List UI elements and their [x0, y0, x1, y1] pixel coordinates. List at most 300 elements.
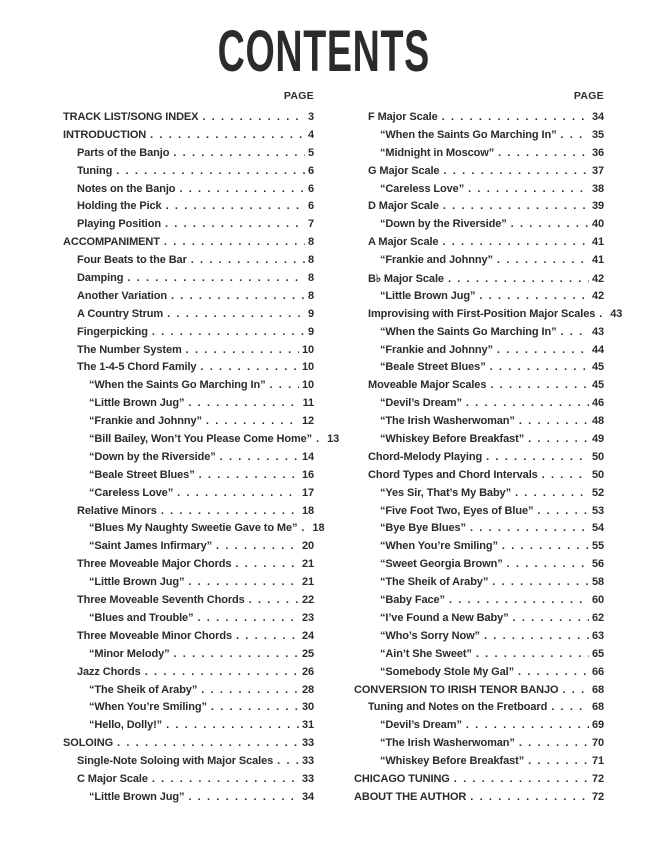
toc-row [63, 200, 314, 218]
toc-dot-leader [551, 701, 589, 713]
toc-page-number: 60 [591, 594, 604, 607]
toc-page-number: 42 [591, 289, 604, 302]
toc-row [354, 379, 604, 397]
toc-row [63, 183, 314, 201]
toc-entry-label: “Frankie and Johnny” [380, 254, 493, 267]
toc-page-number: 52 [591, 486, 604, 499]
toc-row [354, 684, 604, 702]
toc-row [354, 701, 604, 719]
toc-dot-leader [442, 111, 589, 123]
toc-entry-label: “Little Brown Jug” [89, 790, 185, 803]
toc-row [63, 755, 314, 773]
toc-dot-leader [199, 469, 299, 481]
toc-dot-leader [479, 290, 589, 302]
toc-dot-leader [518, 666, 589, 678]
toc-page-number: 56 [591, 558, 604, 571]
toc-page-number: 58 [591, 576, 604, 589]
toc-dot-leader [152, 773, 299, 785]
toc-row [354, 397, 604, 415]
toc-dot-leader [249, 594, 299, 606]
toc-entry-label: “Who’s Sorry Now” [380, 629, 480, 642]
toc-page-number: 3 [307, 111, 314, 123]
page-column-header-left: PAGE [283, 90, 314, 102]
toc-dot-leader [188, 576, 299, 588]
toc-entry-label: The 1-4-5 Chord Family [77, 361, 197, 374]
toc-entry-label: “When You’re Smiling” [89, 701, 207, 714]
toc-dot-leader [470, 522, 589, 534]
toc-row [354, 290, 604, 308]
toc-page-number: 72 [591, 772, 604, 785]
toc-row [63, 469, 314, 487]
toc-dot-leader [466, 397, 589, 409]
toc-entry-label: Moveable Major Scales [368, 379, 487, 392]
toc-row [354, 236, 604, 254]
toc-page-number: 43 [591, 325, 604, 338]
toc-entry-label: Notes on the Banjo [77, 182, 176, 195]
toc-page-number: 10 [301, 361, 314, 374]
toc-dot-leader [563, 684, 589, 696]
toc-page-number: 68 [591, 701, 604, 714]
toc-entry-label: “Little Brown Jug” [380, 289, 476, 302]
toc-page-number: 21 [301, 558, 314, 571]
toc-row [354, 147, 604, 165]
toc-entry-label: “When the Saints Go Marching In” [89, 379, 266, 392]
toc-entry-label: “Somebody Stole My Gal” [380, 665, 515, 678]
toc-entry-label: G Major Scale [368, 164, 440, 177]
toc-page-number: 65 [591, 647, 604, 660]
toc-dot-leader [171, 290, 305, 302]
toc-row [354, 111, 604, 129]
toc-entry-label: ABOUT THE AUTHOR [354, 790, 467, 803]
toc-page-number: 18 [301, 504, 314, 517]
toc-row [63, 165, 314, 183]
toc-page-number: 71 [591, 755, 604, 768]
toc-row [354, 791, 604, 809]
toc-entry-label: Three Moveable Seventh Chords [77, 594, 245, 607]
toc-row [63, 415, 314, 433]
toc-dot-leader [528, 755, 589, 767]
toc-row [354, 272, 604, 290]
toc-row [63, 666, 314, 684]
toc-entry-label: Holding the Pick [77, 200, 162, 213]
toc-dot-leader [211, 701, 299, 713]
toc-dot-leader [150, 129, 305, 141]
toc-dot-leader [188, 397, 299, 409]
toc-dot-leader [164, 236, 305, 248]
toc-entry-label: Playing Position [77, 218, 161, 231]
toc-page-number: 4 [307, 128, 314, 141]
toc-page-number: 8 [307, 289, 314, 302]
toc-entry-label: “Little Brown Jug” [89, 576, 185, 589]
toc-dot-leader [117, 737, 299, 749]
toc-entry-label: Improvising with First-Position Major Scales [368, 307, 596, 320]
toc-row [354, 451, 604, 469]
toc-page-number: 9 [307, 307, 314, 320]
toc-dot-leader [202, 111, 305, 123]
toc-entry-label: “The Irish Washerwoman” [380, 737, 515, 750]
toc-entry-label: Jazz Chords [77, 665, 141, 678]
toc-page-number: 41 [591, 254, 604, 267]
toc-entry-label: F Major Scale [368, 111, 438, 123]
toc-page-number: 33 [301, 737, 314, 750]
toc-entry-label: “Hello, Dolly!” [89, 719, 163, 732]
toc-page-number: 63 [591, 629, 604, 642]
toc-entry-label: Chord-Melody Playing [368, 450, 483, 463]
toc-entry-label: “Saint James Infirmary” [89, 540, 213, 553]
toc-page-number: 13 [327, 433, 340, 446]
toc-row [354, 487, 604, 505]
toc-dot-leader [511, 218, 589, 230]
toc-entry-label: “Down by the Riverside” [89, 450, 216, 463]
toc-page-number: 42 [591, 273, 604, 286]
toc-row [63, 701, 314, 719]
toc-row [354, 755, 604, 773]
toc-dot-leader [152, 326, 305, 338]
toc-dot-leader [498, 147, 589, 159]
toc-entry-label: “Sweet Georgia Brown” [380, 558, 503, 571]
toc-page-number: 8 [307, 254, 314, 267]
toc-column-left [63, 90, 340, 809]
toc-page-number: 5 [307, 146, 314, 159]
toc-row [63, 522, 325, 540]
toc-page-number: 69 [591, 719, 604, 732]
toc-dot-leader [235, 558, 299, 570]
toc-dot-leader [200, 361, 299, 373]
toc-page-number: 33 [301, 755, 314, 768]
toc-row [354, 737, 604, 755]
toc-row [63, 361, 314, 379]
toc-row [63, 397, 314, 415]
toc-dot-leader [188, 791, 299, 803]
toc-dot-leader [161, 505, 299, 517]
toc-entry-label: “Blues and Trouble” [89, 611, 194, 624]
toc-dot-leader [484, 630, 589, 642]
toc-dot-leader [197, 612, 299, 624]
toc-page-number: 43 [610, 307, 623, 320]
toc-page-number: 8 [307, 272, 314, 285]
toc-page-number: 14 [301, 450, 314, 463]
toc-dot-leader [174, 648, 299, 660]
toc-dot-leader [220, 451, 299, 463]
toc-dot-leader [513, 612, 589, 624]
toc-entry-label: B♭ Major Scale [368, 273, 444, 286]
toc-entry-label: “The Irish Washerwoman” [380, 415, 515, 428]
toc-dot-leader [165, 218, 305, 230]
toc-dot-leader [316, 433, 324, 445]
toc-entry-label: The Number System [77, 343, 182, 356]
toc-row [63, 630, 314, 648]
toc-row [354, 433, 604, 451]
toc-page-number: 44 [591, 343, 604, 356]
toc-entry-label: “Careless Love” [89, 486, 174, 499]
toc-dot-leader [466, 719, 589, 731]
toc-page-number: 8 [307, 236, 314, 249]
toc-row [63, 308, 314, 326]
toc-page-number: 36 [591, 146, 604, 159]
toc-dot-leader [507, 558, 589, 570]
toc-dot-leader [519, 415, 589, 427]
toc-entry-label: “Frankie and Johnny” [380, 343, 493, 356]
toc-dot-leader [497, 344, 589, 356]
toc-page-number: 9 [307, 325, 314, 338]
toc-dot-leader [560, 326, 588, 338]
toc-entry-label: “When the Saints Go Marching In” [380, 325, 557, 338]
toc-entry-label: A Country Strum [77, 307, 164, 320]
toc-row [63, 433, 340, 451]
toc-row [63, 773, 314, 791]
toc-page-number: 38 [591, 182, 604, 195]
toc-dot-leader [490, 379, 589, 391]
toc-row [354, 469, 604, 487]
toc-page-number: 10 [301, 379, 314, 392]
toc-page-number: 62 [591, 611, 604, 624]
toc-row [354, 540, 604, 558]
toc-row [63, 684, 314, 702]
toc-page-number: 7 [307, 218, 314, 231]
toc-entry-label: “Devil’s Dream” [380, 719, 462, 732]
toc-row [63, 147, 314, 165]
toc-row [354, 630, 604, 648]
toc-dot-leader [145, 666, 299, 678]
toc-dot-leader [269, 379, 298, 391]
toc-dot-leader [443, 200, 589, 212]
toc-row [63, 218, 314, 236]
toc-dot-leader [486, 451, 589, 463]
toc-row [63, 451, 314, 469]
toc-entry-label: Another Variation [77, 289, 167, 302]
toc-entry-label: “Midnight in Moscow” [380, 146, 495, 159]
toc-page-number: 50 [591, 468, 604, 481]
toc-row [354, 594, 604, 612]
toc-row [354, 415, 604, 433]
toc-row [354, 361, 604, 379]
toc-page-number: 16 [301, 468, 314, 481]
page-column-header-right: PAGE [573, 90, 604, 102]
toc-dot-leader [476, 648, 589, 660]
toc-row [354, 773, 604, 791]
toc-row [354, 648, 604, 666]
toc-row [354, 165, 604, 183]
toc-dot-leader [166, 719, 299, 731]
toc-page-number: 25 [301, 647, 314, 660]
toc-page-number: 41 [591, 236, 604, 249]
toc-entry-label: “Bill Bailey, Won’t You Please Come Home” [89, 433, 313, 446]
toc-dot-leader [167, 308, 305, 320]
toc-dot-leader [301, 522, 309, 534]
toc-dot-leader [468, 183, 589, 195]
toc-row [63, 505, 314, 523]
toc-dot-leader [528, 433, 589, 445]
toc-page-number: 31 [301, 719, 314, 732]
toc-row [354, 183, 604, 201]
toc-rows-right [354, 111, 623, 809]
toc-dot-leader [127, 272, 305, 284]
toc-page-number: 17 [301, 486, 314, 499]
toc-dot-leader [470, 791, 589, 803]
page-title-wrap [0, 18, 648, 84]
toc-row [63, 487, 314, 505]
toc-row [354, 558, 604, 576]
toc-page-number: 53 [591, 504, 604, 517]
toc-row [63, 326, 314, 344]
toc-entry-label: Four Beats to the Bar [77, 254, 187, 267]
toc-entry-label: “Whiskey Before Breakfast” [380, 755, 525, 768]
toc-entry-label: Three Moveable Minor Chords [77, 629, 232, 642]
toc-row [63, 791, 314, 809]
toc-dot-leader [277, 755, 299, 767]
toc-dot-leader [191, 254, 305, 266]
toc-entry-label: “Little Brown Jug” [89, 397, 185, 410]
toc-row [354, 344, 604, 362]
toc-dot-leader [206, 415, 299, 427]
toc-entry-label: CHICAGO TUNING [354, 772, 450, 785]
toc-page-number: 6 [307, 200, 314, 213]
toc-page-number: 6 [307, 164, 314, 177]
toc-page-number: 66 [591, 665, 604, 678]
toc-row [63, 236, 314, 254]
toc-dot-leader [502, 540, 589, 552]
toc-dot-leader [492, 576, 589, 588]
toc-row [63, 594, 314, 612]
toc-dot-leader [560, 129, 588, 141]
toc-row [63, 379, 314, 397]
toc-row [63, 540, 314, 558]
toc-entry-label: C Major Scale [77, 772, 148, 785]
toc-row [354, 200, 604, 218]
toc-dot-leader [186, 344, 299, 356]
toc-dot-leader [442, 236, 589, 248]
toc-entry-label: “When the Saints Go Marching In” [380, 128, 557, 141]
toc-row [354, 522, 604, 540]
toc-page-number: 50 [591, 450, 604, 463]
toc-row [63, 737, 314, 755]
toc-page-number: 10 [301, 343, 314, 356]
toc-dot-leader [166, 200, 305, 212]
toc-row [354, 129, 604, 147]
toc-page-number: 46 [591, 397, 604, 410]
toc-dot-leader [236, 630, 299, 642]
toc-page-number: 40 [591, 218, 604, 231]
toc-dot-leader [443, 165, 589, 177]
toc-entry-label: “Devil’s Dream” [380, 397, 462, 410]
toc-page-number: 28 [301, 683, 314, 696]
toc-dot-leader [519, 737, 589, 749]
toc-entry-label: INTRODUCTION [63, 128, 147, 141]
toc-entry-label: “The Sheik of Araby” [89, 683, 198, 696]
toc-row [354, 505, 604, 523]
toc-row [63, 129, 314, 147]
toc-page-number: 55 [591, 540, 604, 553]
toc-page-number: 12 [301, 415, 314, 428]
toc-page-number: 11 [302, 397, 314, 410]
toc-page-number: 39 [591, 200, 604, 213]
toc-entry-label: A Major Scale [368, 236, 439, 249]
toc-dot-leader [599, 308, 607, 320]
toc-page-number: 18 [312, 522, 325, 535]
toc-page-number: 33 [301, 772, 314, 785]
toc-page-number: 24 [301, 629, 314, 642]
toc-entry-label: “Beale Street Blues” [380, 361, 486, 374]
toc-row [354, 612, 604, 630]
toc-row [63, 558, 314, 576]
toc-row [63, 290, 314, 308]
toc-page-number: 48 [591, 415, 604, 428]
toc-page-number: 34 [591, 111, 604, 123]
toc-dot-leader [537, 505, 589, 517]
toc-page-number: 21 [301, 576, 314, 589]
toc-entry-label: SOLOING [63, 737, 114, 750]
toc-entry-label: ACCOMPANIMENT [63, 236, 160, 249]
toc-entry-label: Tuning and Notes on the Fretboard [368, 701, 548, 714]
toc-page-number: 30 [301, 701, 314, 714]
toc-page-number: 68 [591, 683, 604, 696]
toc-row [354, 576, 604, 594]
toc-entry-label: “When You’re Smiling” [380, 540, 498, 553]
toc-entry-label: Single-Note Soloing with Major Scales [77, 755, 274, 768]
toc-row [63, 719, 314, 737]
toc-page-number: 20 [301, 540, 314, 553]
toc-row [354, 254, 604, 272]
toc-page-number: 45 [591, 361, 604, 374]
toc-page-number: 45 [591, 379, 604, 392]
toc-row [63, 576, 314, 594]
toc-entry-label: “Bye Bye Blues” [380, 522, 466, 535]
toc-entry-label: Relative Minors [77, 504, 157, 517]
toc-entry-label: “Beale Street Blues” [89, 468, 195, 481]
toc-entry-label: Three Moveable Major Chords [77, 558, 232, 571]
toc-entry-label: “Frankie and Johnny” [89, 415, 202, 428]
toc-dot-leader [490, 361, 589, 373]
toc-entry-label: “Careless Love” [380, 182, 465, 195]
toc-row [63, 344, 314, 362]
toc-entry-label: “Five Foot Two, Eyes of Blue” [380, 504, 534, 517]
toc-dot-leader [454, 773, 589, 785]
toc-row [63, 254, 314, 272]
toc-dot-leader [216, 540, 299, 552]
toc-entry-label: Tuning [77, 164, 113, 177]
toc-page-number: 49 [591, 433, 604, 446]
toc-entry-label: “I’ve Found a New Baby” [380, 611, 509, 624]
toc-row [354, 218, 604, 236]
toc-page-number: 22 [301, 594, 314, 607]
toc-entry-label: Parts of the Banjo [77, 146, 170, 159]
toc-page-number: 23 [301, 611, 314, 624]
toc-dot-leader [173, 147, 305, 159]
toc-dot-leader [448, 273, 589, 285]
toc-rows-left [63, 111, 340, 809]
toc-page-number: 72 [591, 790, 604, 803]
toc-row [354, 719, 604, 737]
toc-dot-leader [179, 183, 305, 195]
toc-dot-leader [201, 684, 299, 696]
toc-row [63, 648, 314, 666]
toc-page-number: 54 [591, 522, 604, 535]
toc-dot-leader [497, 254, 589, 266]
toc-row [354, 307, 623, 326]
toc-entry-label: “Whiskey Before Breakfast” [380, 433, 525, 446]
toc-dot-leader [542, 469, 589, 481]
toc-entry-label: TRACK LIST/SONG INDEX [63, 111, 199, 123]
toc-row [63, 272, 314, 290]
toc-entry-label: “Minor Melody” [89, 647, 170, 660]
page-title: CONTENTS [217, 19, 431, 85]
toc-page-number: 34 [301, 790, 314, 803]
toc-dot-leader [116, 165, 305, 177]
toc-row [354, 666, 604, 684]
toc-column-right [354, 90, 623, 809]
toc-entry-label: “Yes Sir, That’s My Baby” [380, 486, 511, 499]
toc-page-number: 35 [591, 128, 604, 141]
